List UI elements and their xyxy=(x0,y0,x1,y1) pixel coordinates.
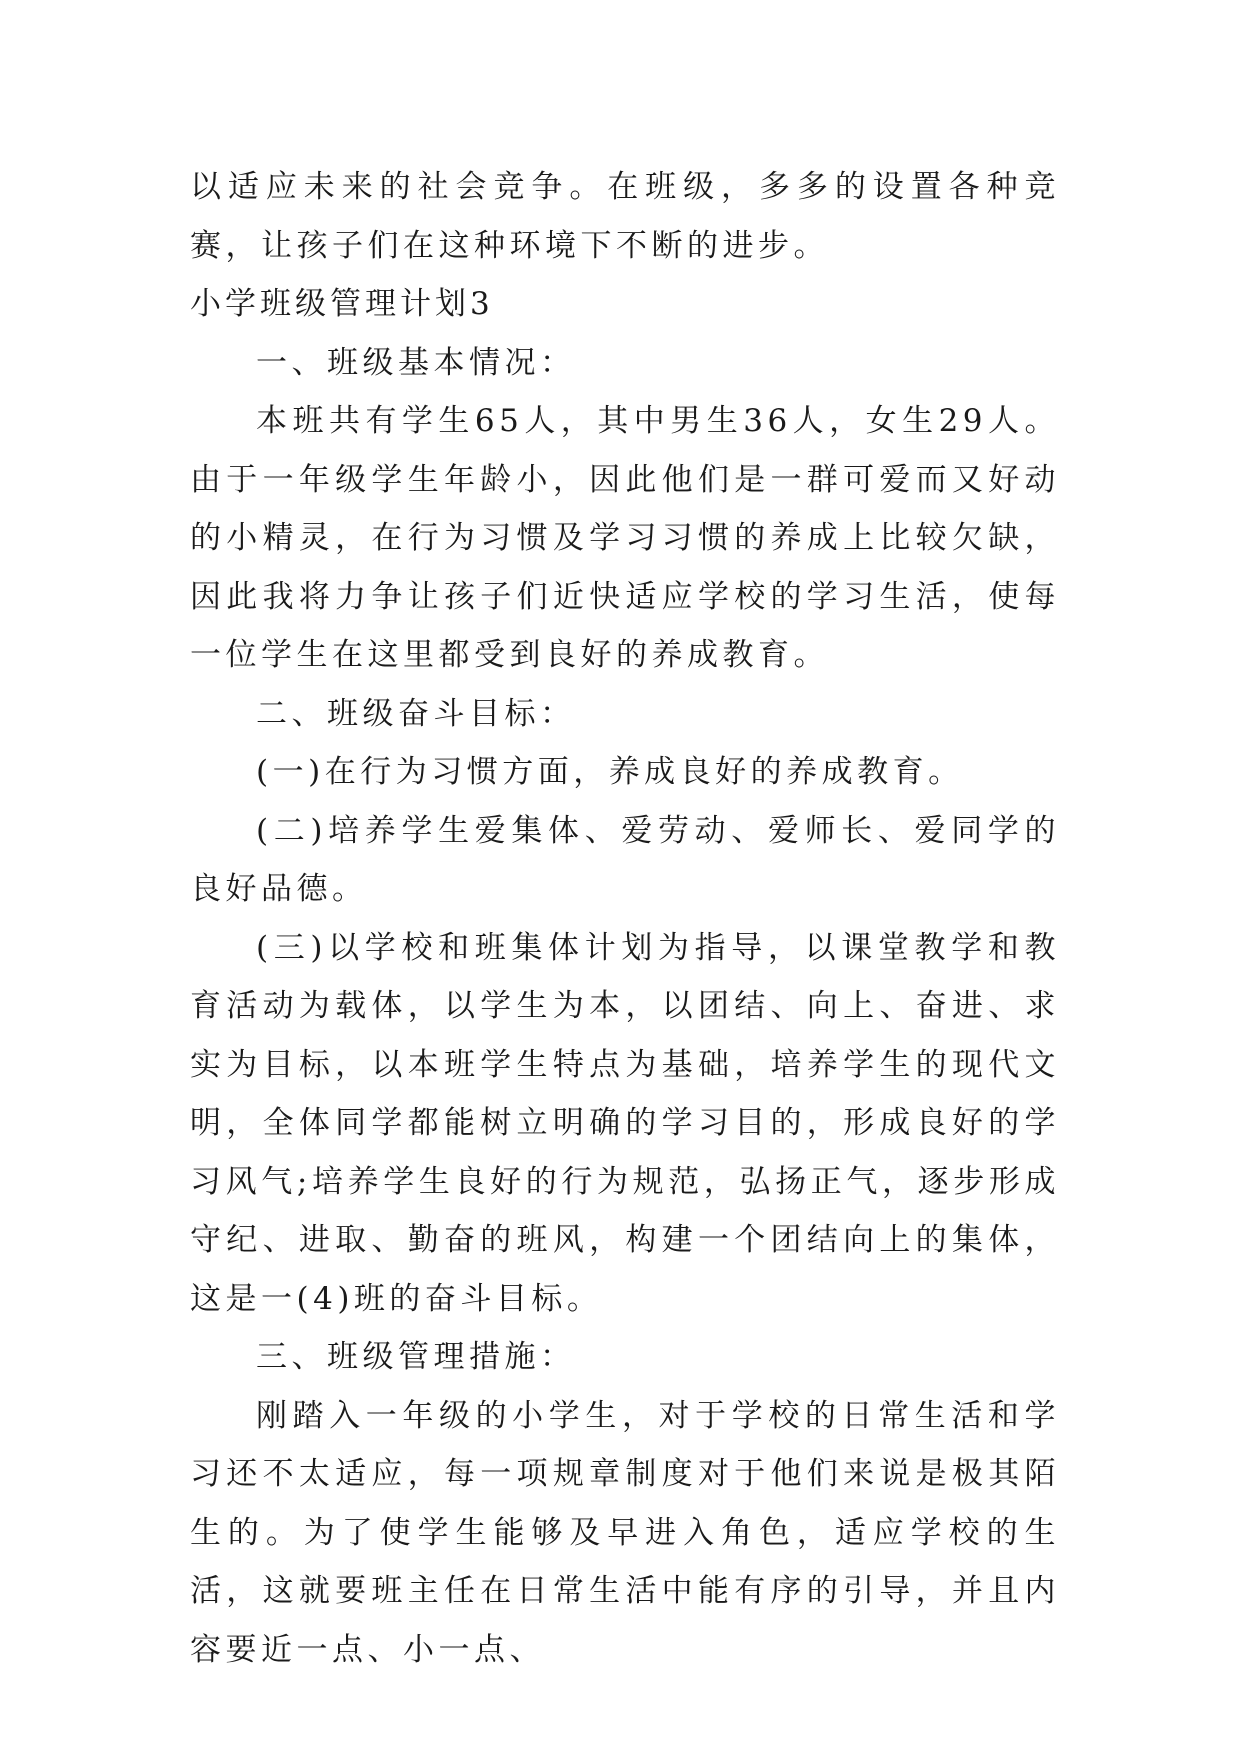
paragraph-continuation: 以适应未来的社会竞争。在班级，多多的设置各种竞赛，让孩子们在这种环境下不断的进步。 xyxy=(190,169,1060,264)
paragraph-class-overview: 本班共有学生65人，其中男生36人，女生29人。由于一年级学生年龄小，因此他们是一群可爱而又好动的小精灵，在行为习惯及学习习惯的养成上比较欠缺，因此我将力争让孩子们近快适应学校的学习生活，使每一位学生在这里都受到良好的养成教育。 xyxy=(190,403,1060,673)
document-body xyxy=(190,158,1060,1679)
goal-item-2: (二)培养学生爱集体、爱劳动、爱师长、爱同学的良好品德。 xyxy=(190,812,1060,907)
section-heading-measures: 三、班级管理措施： xyxy=(256,1339,576,1375)
goal-item-1: (一)在行为习惯方面，养成良好的养成教育。 xyxy=(256,754,964,790)
document-title: 小学班级管理计划3 xyxy=(190,286,494,322)
goal-item-3: (三)以学校和班集体计划为指导，以课堂教学和教育活动为载体，以学生为本，以团结、向上、奋进、求实为目标，以本班学生特点为基础，培养学生的现代文明，全体同学都能树立明确的学习目的，形成良好的学习风气;培养学生良好的行为规范，弘扬正气，逐步形成守纪、进取、勤奋的班风，构建一个团结向上的集体，这是一(4)班的奋斗目标。 xyxy=(190,929,1060,1317)
section-heading-basic-info: 一、班级基本情况： xyxy=(256,344,576,381)
paragraph-measures-intro: 刚踏入一年级的小学生，对于学校的日常生活和学习还不太适应，每一项规章制度对于他们来说是极其陌生的。为了使学生能够及早进入角色，适应学校的生活，这就要班主任在日常生活中能有序的引导，并且内容要近一点、小一点、 xyxy=(190,1397,1060,1668)
section-heading-goals: 二、班级奋斗目标： xyxy=(256,695,576,732)
